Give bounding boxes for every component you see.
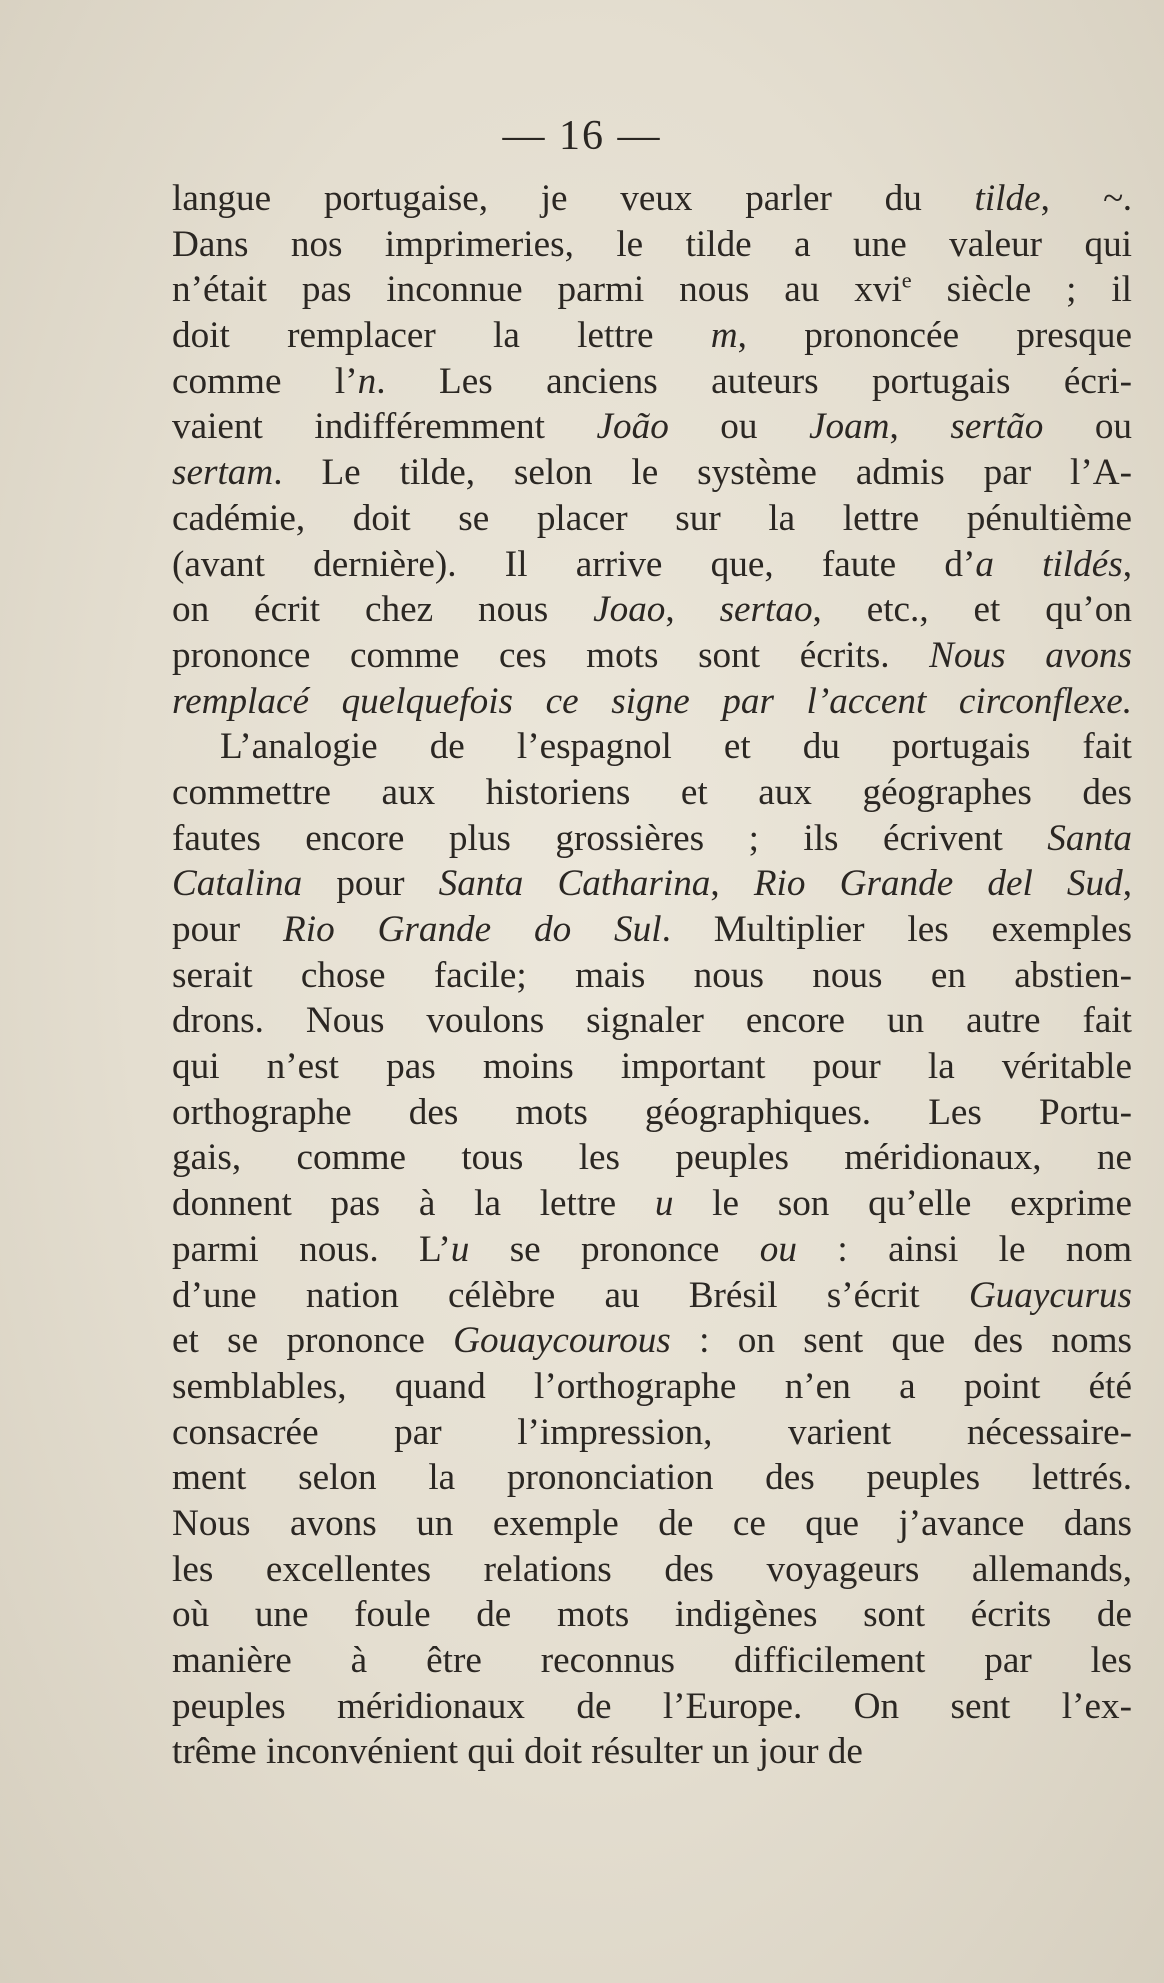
text-line bbox=[172, 1684, 1132, 1730]
text-segment: u bbox=[654, 1183, 674, 1225]
text-segment: , bbox=[1040, 178, 1103, 219]
text-segment: orthographe des mots géographiques. Les Portu- bbox=[172, 1091, 1132, 1133]
text-segment: prononce comme ces mots sont écrits. bbox=[172, 634, 930, 676]
text-segment: ~ bbox=[1102, 178, 1123, 219]
text-line bbox=[172, 998, 1132, 1044]
text-segment: e bbox=[901, 267, 912, 293]
text-line bbox=[172, 313, 1132, 359]
text-segment: Nous avons bbox=[929, 634, 1132, 676]
text-segment: Guaycurus bbox=[968, 1274, 1132, 1316]
text-segment: , bbox=[710, 863, 754, 905]
text-segment: L’analogie de l’espagnol et du portugais fait bbox=[220, 726, 1132, 768]
text-segment: gais, comme tous les peuples méridionaux, ne bbox=[172, 1137, 1132, 1179]
text-line bbox=[172, 542, 1132, 588]
text-segment: Santa bbox=[1047, 817, 1132, 859]
text-line bbox=[172, 633, 1132, 679]
text-segment: où une foule de mots indigènes sont écrits de bbox=[172, 1594, 1132, 1636]
text-segment: Santa Catharina bbox=[438, 863, 711, 905]
text-segment: vaient indifféremment bbox=[172, 406, 597, 448]
text-line bbox=[172, 359, 1132, 405]
text-segment: et se prononce bbox=[172, 1320, 454, 1362]
text-segment: siècle ; il bbox=[911, 269, 1132, 311]
text-segment: les excellentes relations des voyageurs allemands, bbox=[172, 1548, 1132, 1590]
text-line bbox=[172, 1181, 1132, 1227]
text-segment: sertao bbox=[719, 589, 813, 631]
text-line bbox=[172, 1455, 1132, 1501]
text-segment: ou bbox=[1043, 406, 1132, 448]
text-segment: n’était pas inconnue parmi nous au xvi bbox=[172, 269, 902, 311]
text-line bbox=[172, 1227, 1132, 1273]
text-segment: le son qu’elle exprime bbox=[673, 1183, 1132, 1225]
text-line bbox=[172, 1318, 1132, 1364]
text-segment: se prononce bbox=[469, 1228, 760, 1270]
text-segment: , prononcée presque bbox=[737, 315, 1132, 357]
text-segment: doit remplacer la lettre bbox=[172, 315, 711, 357]
text-segment: Nous avons un exemple de ce que j’avance dans bbox=[172, 1502, 1132, 1544]
text-segment: on écrit chez nous bbox=[172, 589, 594, 631]
text-line bbox=[172, 222, 1132, 268]
text-segment: a tildés bbox=[975, 543, 1123, 585]
text-line bbox=[172, 679, 1132, 725]
text-line bbox=[172, 404, 1132, 450]
text-segment: pour bbox=[302, 863, 439, 905]
text-segment: donnent pas à la lettre bbox=[172, 1183, 655, 1225]
text-segment: (avant dernière). Il arrive que, faute d’ bbox=[172, 543, 976, 585]
text-line bbox=[172, 1638, 1132, 1684]
text-segment: cadémie, doit se placer sur la lettre pénultième bbox=[172, 497, 1132, 539]
text-line bbox=[172, 1090, 1132, 1136]
text-line bbox=[172, 1729, 1132, 1775]
text-line bbox=[172, 1410, 1132, 1456]
text-line bbox=[172, 450, 1132, 496]
text-segment: , bbox=[1122, 863, 1132, 905]
text-segment: Rio Grande del Sud bbox=[753, 863, 1123, 905]
text-segment: sertão bbox=[950, 406, 1044, 448]
text-line bbox=[172, 1501, 1132, 1547]
text-line bbox=[172, 1044, 1132, 1090]
text-segment: , etc., et qu’on bbox=[812, 589, 1132, 631]
text-segment: n bbox=[357, 360, 377, 402]
text-segment: , bbox=[665, 589, 720, 631]
text-segment: manière à être reconnus difficilement par les bbox=[172, 1640, 1132, 1681]
text-segment: fautes encore plus grossières ; ils écrivent bbox=[172, 817, 1048, 859]
page-number: — 16 — bbox=[502, 113, 662, 159]
text-segment: , bbox=[889, 406, 951, 448]
text-line bbox=[172, 907, 1132, 953]
text-line bbox=[172, 1364, 1132, 1410]
text-segment: Rio Grande do Sul bbox=[283, 909, 662, 950]
text-segment: peuples méridionaux de l’Europe. On sent l’ex- bbox=[172, 1685, 1132, 1727]
text-segment: Gouaycourous bbox=[453, 1320, 671, 1362]
text-segment: ment selon la prononciation des peuples lettrés. bbox=[172, 1457, 1132, 1499]
text-segment: . bbox=[1122, 178, 1132, 219]
text-segment: pour bbox=[172, 909, 284, 950]
text-segment: consacrée par l’impression, varient nécessaire- bbox=[172, 1411, 1132, 1453]
text-line bbox=[172, 953, 1132, 999]
text-line bbox=[172, 1273, 1132, 1319]
text-segment: u bbox=[450, 1228, 470, 1270]
text-segment: comme l’ bbox=[172, 360, 358, 402]
text-segment: tilde bbox=[974, 178, 1041, 219]
text-segment: commettre aux historiens et aux géographes des bbox=[172, 771, 1132, 813]
text-line bbox=[172, 267, 1132, 313]
text-segment: trême inconvénient qui doit résulter un jour de bbox=[172, 1731, 863, 1773]
text-line bbox=[172, 1135, 1132, 1181]
text-segment: ou bbox=[759, 1228, 797, 1270]
text-line bbox=[172, 724, 1132, 770]
text-segment: remplacé quelquefois ce signe par l’accent circonflexe. bbox=[172, 680, 1132, 722]
text-segment: Joao bbox=[593, 589, 666, 631]
body-text bbox=[172, 176, 1132, 1775]
text-line bbox=[172, 770, 1132, 816]
text-line bbox=[172, 861, 1132, 907]
text-segment: Catalina bbox=[172, 863, 303, 905]
text-segment: langue portugaise, je veux parler du bbox=[172, 178, 975, 219]
text-segment: Dans nos imprimeries, le tilde a une valeur qui bbox=[172, 223, 1132, 265]
text-segment: sertam bbox=[172, 452, 274, 494]
text-segment: ou bbox=[668, 406, 809, 448]
text-segment: Joam bbox=[808, 406, 890, 448]
text-line bbox=[172, 1547, 1132, 1593]
text-segment: . Les anciens auteurs portugais écri- bbox=[376, 360, 1132, 402]
text-segment: : on sent que des noms bbox=[670, 1320, 1132, 1362]
text-segment: , bbox=[1122, 543, 1132, 585]
text-segment: João bbox=[596, 406, 669, 448]
text-segment: qui n’est pas moins important pour la véritable bbox=[172, 1046, 1132, 1088]
text-segment: m bbox=[710, 315, 738, 357]
text-line bbox=[172, 176, 1132, 222]
text-segment: d’une nation célèbre au Brésil s’écrit bbox=[172, 1274, 969, 1316]
text-segment: : ainsi le nom bbox=[796, 1228, 1132, 1270]
text-segment: serait chose facile; mais nous nous en abstien- bbox=[172, 954, 1132, 996]
text-segment: parmi nous. L’ bbox=[172, 1228, 451, 1270]
text-line bbox=[172, 496, 1132, 542]
text-segment: drons. Nous voulons signaler encore un autre fait bbox=[172, 1000, 1132, 1042]
text-line bbox=[172, 816, 1132, 862]
text-segment: semblables, quand l’orthographe n’en a point été bbox=[172, 1365, 1132, 1407]
text-segment: . Multiplier les exemples bbox=[661, 909, 1132, 950]
text-line bbox=[172, 587, 1132, 633]
text-segment: . Le tilde, selon le système admis par l’A- bbox=[273, 452, 1132, 494]
text-line bbox=[172, 1592, 1132, 1638]
